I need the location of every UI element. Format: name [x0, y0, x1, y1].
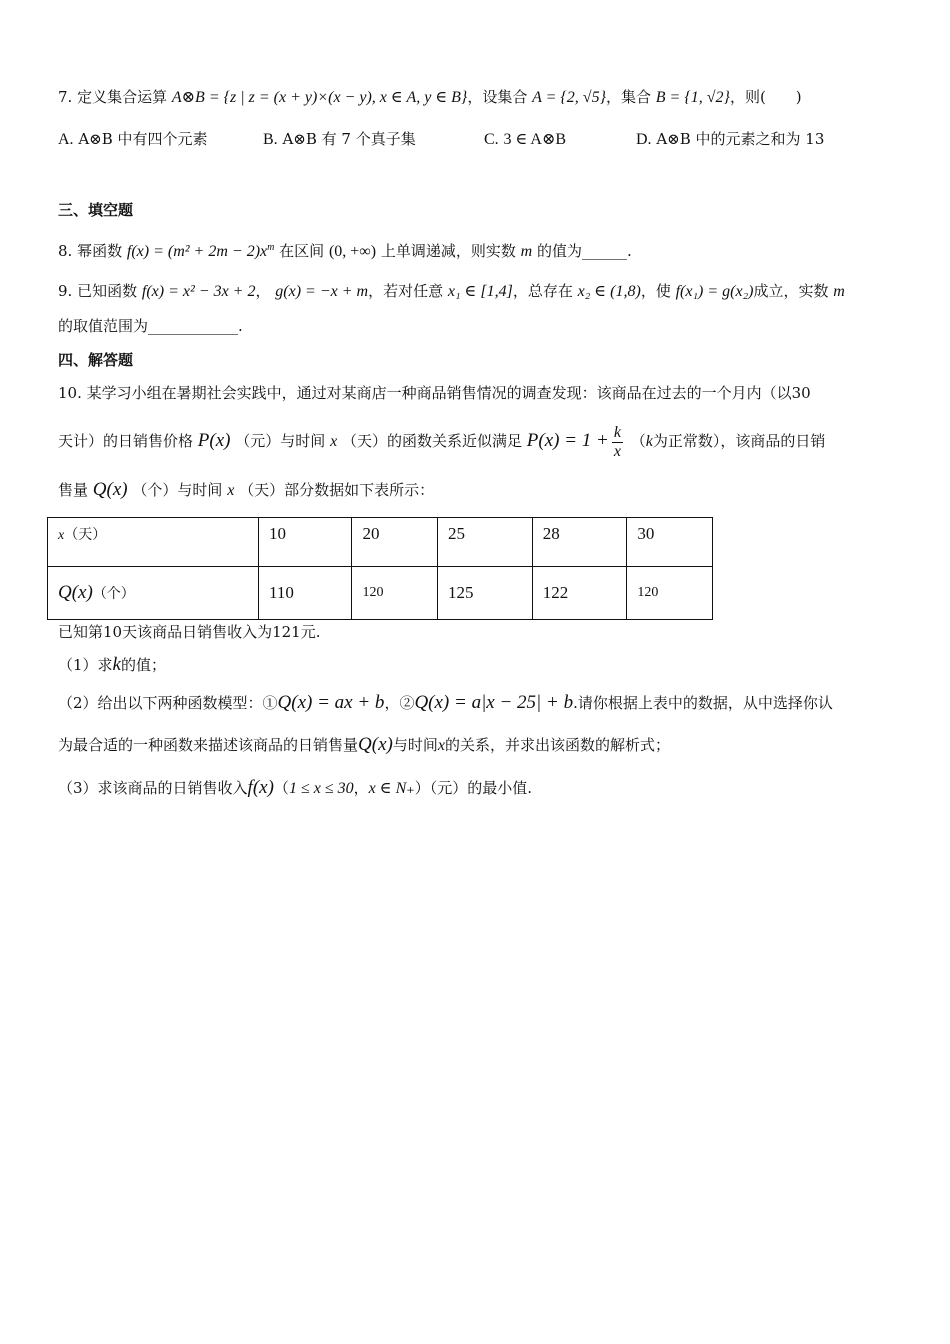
table-cell: 110 — [259, 567, 352, 620]
part2-quantity-function: Q(x) — [358, 734, 393, 755]
q7-option-a-label: A. — [58, 131, 74, 148]
q9-text-b: ，若对任意 — [368, 282, 444, 300]
part3-text-a: （3）求该商品的日销售收入 — [58, 779, 248, 797]
q7-text: 7. 定义集合运算 — [58, 88, 168, 106]
part2-text-c: .请你根据上表中的数据，从中选择你认 — [573, 694, 833, 712]
q9-function-f: f(x) = x² − 3x + 2 — [141, 283, 256, 300]
part3-text-b: （ — [273, 779, 289, 797]
q10-known: 已知第10天该商品日销售收入为121元. — [58, 623, 321, 641]
q10-text-e: 为正常数），该商品的日销 — [652, 432, 826, 450]
part1-text-b: 的值； — [120, 656, 166, 674]
table-row-quantity — [48, 567, 713, 620]
q9-text-a: 9. 已知函数 — [58, 282, 138, 300]
q7-option-b — [263, 129, 416, 150]
q7-option-b-label: B. — [263, 131, 278, 148]
header-unit-day: （天） — [64, 528, 107, 543]
q7-option-c-text: 3 ∈ A⊗B — [503, 131, 567, 148]
q8-stem — [58, 238, 632, 262]
q8-exponent: m — [267, 242, 275, 253]
part3-range: 1 ≤ x ≤ 30 — [288, 780, 354, 797]
q9-x1-domain: x₁ ∈ [1,4] — [447, 283, 513, 300]
q8-function: f(x) = (m² + 2m − 2)x — [126, 243, 268, 260]
part2-var-x: x — [437, 737, 445, 754]
q10-text-f: 售量 — [58, 481, 89, 499]
part2-text-b: ，② — [384, 694, 415, 712]
part2-text-f: 的关系，并求出该函数的解析式； — [444, 736, 670, 754]
table-cell: 122 — [532, 567, 627, 620]
model-absolute: Q(x) = a|x − 25| + b — [414, 692, 574, 713]
q7-text-b: ，设集合 — [467, 88, 528, 106]
q7-option-d-label: D. — [636, 131, 652, 148]
q7-definition: A⊗B = {z | z = (x + y)×(x − y), x ∈ A, y ∈ B} — [171, 89, 468, 106]
q7-option-a — [58, 129, 208, 150]
q8-text-d: 的值为______. — [536, 242, 632, 260]
table-cell: 120 — [352, 567, 438, 620]
part1-text-a: （1）求 — [58, 656, 113, 674]
section-title-solutions: 四、解答题 — [58, 351, 134, 369]
q8-text-c: 上单调递减，则实数 — [380, 242, 516, 260]
q7-option-c — [484, 129, 566, 150]
q7-set-b: B = {1, √2} — [655, 89, 730, 106]
q10-line3 — [58, 480, 434, 501]
table-header-quantity — [48, 567, 259, 620]
table-cell: 30 — [627, 518, 713, 567]
q10-fraction — [612, 424, 623, 461]
q10-text-c: （天）的函数关系近似满足 — [341, 432, 522, 450]
part1-var-k: k — [112, 654, 121, 675]
q8-interval: (0, +∞) — [328, 243, 377, 260]
part3-revenue-function: f(x) — [247, 777, 274, 798]
q10-quantity-function: Q(x) — [92, 479, 128, 500]
section-title-fill-in: 三、填空题 — [58, 201, 134, 219]
table-cell: 28 — [532, 518, 627, 567]
q7-option-c-label: C. — [484, 131, 499, 148]
part2-text-e: 与时间 — [392, 736, 438, 754]
part3-domain: x ∈ N₊ — [368, 780, 415, 797]
q10-price-function: P(x) — [197, 430, 231, 451]
q9-text-e: 成立，实数 — [753, 282, 829, 300]
q9-line2: 的取值范围为____________. — [58, 317, 243, 335]
table-cell: 125 — [437, 567, 532, 620]
header-var-x: x — [58, 528, 65, 543]
q9-function-g: g(x) = −x + m — [275, 283, 369, 300]
q7-text-d: ，则( ) — [729, 88, 802, 106]
sales-data-table — [47, 517, 713, 620]
table-header-days — [48, 518, 259, 567]
q9-separator: ， — [255, 282, 271, 300]
q10-part1 — [58, 655, 166, 675]
q10-line2 — [58, 423, 825, 461]
table-cell: 10 — [259, 518, 352, 567]
q10-var-x: x — [330, 433, 338, 450]
q10-text-d: （ — [630, 432, 646, 450]
q10-part2-line1 — [58, 693, 833, 713]
q9-text-c: ，总存在 — [512, 282, 573, 300]
table-cell: 20 — [352, 518, 438, 567]
q10-text-b: （元）与时间 — [235, 432, 326, 450]
q7-text-c: ，集合 — [605, 88, 651, 106]
q9-equation: f(x₁) = g(x₂) — [675, 283, 754, 300]
fraction-denominator: x — [613, 442, 621, 460]
part3-text-d: ）（元）的最小值. — [414, 779, 532, 797]
q7-option-b-text: A⊗B 有 7 个真子集 — [282, 130, 416, 148]
q10-part3 — [58, 778, 532, 799]
q10-var-k: k — [645, 433, 653, 450]
model-linear: Q(x) = ax + b — [277, 692, 385, 713]
q8-text-a: 8. 幂函数 — [58, 242, 123, 260]
table-cell: 120 — [627, 567, 713, 620]
q7-option-d-text: A⊗B 中的元素之和为 13 — [656, 130, 825, 148]
q7-option-d — [636, 129, 824, 150]
table-cell: 25 — [437, 518, 532, 567]
q10-text-g: （个）与时间 — [132, 481, 223, 499]
q9-text-d: ，使 — [640, 282, 671, 300]
q9-stem — [58, 281, 845, 302]
q9-x2-domain: x₂ ∈ (1,8) — [577, 283, 641, 300]
q10-text-h: （天）部分数据如下表所示： — [239, 481, 435, 499]
q10-var-x-2: x — [227, 482, 235, 499]
q10-text: 天计）的日销售价格 — [58, 432, 194, 450]
q10-line1: 10. 某学习小组在暑期社会实践中，通过对某商店一种商品销售情况的调查发现：该商品在过去的一个月内（以30 — [58, 384, 811, 402]
q10-part2-line2 — [58, 735, 670, 756]
q8-var-m: m — [520, 243, 533, 260]
part2-text-a: （2）给出以下两种函数模型：① — [58, 694, 278, 712]
header-unit-piece: （个） — [92, 587, 135, 602]
part2-text-d: 为最合适的一种函数来描述该商品的日销售量 — [58, 736, 359, 754]
table-row-days — [48, 518, 713, 567]
q9-var-m: m — [833, 283, 845, 300]
part3-text-c: ， — [353, 779, 369, 797]
q8-text-b: 在区间 — [279, 242, 325, 260]
fraction-numerator: k — [613, 423, 621, 441]
header-var-q: Q(x) — [58, 582, 93, 603]
q7-option-a-text: A⊗B 中有四个元素 — [78, 130, 208, 148]
q7-set-a: A = {2, √5} — [532, 89, 606, 106]
q10-price-definition: P(x) = 1 + — [526, 430, 609, 451]
q7-stem — [58, 87, 802, 108]
